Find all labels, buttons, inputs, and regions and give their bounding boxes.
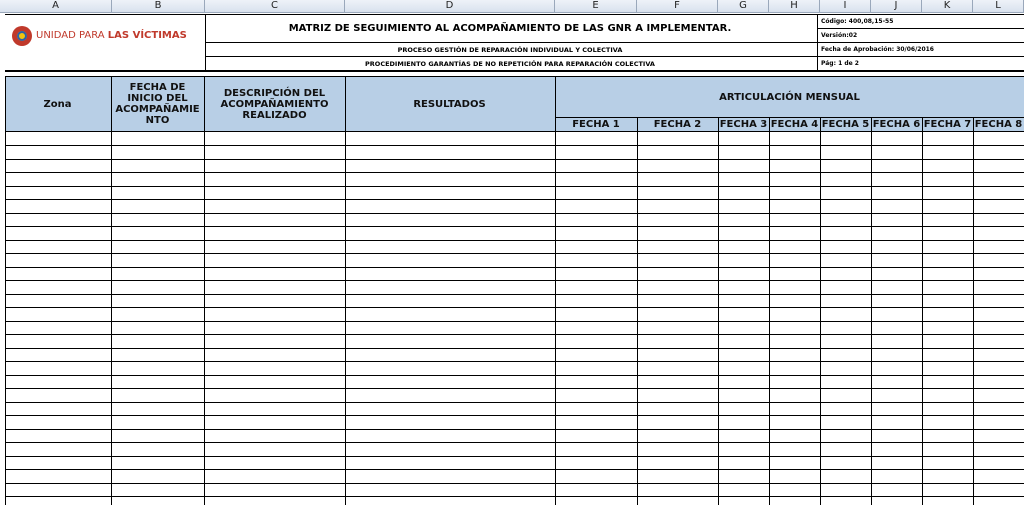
- table-row-line: [5, 361, 1024, 362]
- header-row-line: [205, 42, 1024, 43]
- header-top-border: [5, 14, 1024, 15]
- table-row-line: [5, 186, 1024, 187]
- table-row-line: [5, 213, 1024, 214]
- table-row-line: [5, 402, 1024, 403]
- fecha-inicio-header: FECHA DE INICIO DEL ACOMPAÑAMIE NTO: [115, 82, 200, 126]
- table-row-line: [5, 429, 1024, 430]
- table-row-line: [5, 267, 1024, 268]
- column-header-i[interactable]: I: [820, 0, 871, 13]
- column-border: [718, 117, 719, 505]
- column-border: [820, 117, 821, 505]
- approval-date-label: Fecha de Aprobación: 30/06/2016: [821, 46, 934, 53]
- column-header-b[interactable]: B: [112, 0, 205, 13]
- column-header-h[interactable]: H: [769, 0, 820, 13]
- table-left-border: [5, 76, 6, 505]
- column-header-g[interactable]: G: [718, 0, 769, 13]
- articulacion-mensual-header: ARTICULACIÓN MENSUAL: [719, 91, 860, 103]
- table-row-line: [5, 442, 1024, 443]
- header-row-line: [205, 56, 1024, 57]
- table-row-line: [5, 172, 1024, 173]
- table-row-line: [5, 388, 1024, 389]
- column-header-e[interactable]: E: [555, 0, 637, 13]
- document-title: MATRIZ DE SEGUIMIENTO AL ACOMPAÑAMIENTO DE LAS GNR A IMPLEMENTAR.: [288, 23, 732, 34]
- version-label: Versión:02: [821, 32, 858, 39]
- column-border: [111, 76, 112, 505]
- fecha-6-header: FECHA 6: [872, 118, 921, 130]
- table-row-line: [5, 321, 1024, 322]
- fecha-3-header: FECHA 3: [719, 118, 768, 130]
- code-label: Código: 400,08,15-55: [821, 18, 894, 25]
- table-row-line: [5, 253, 1024, 254]
- column-border: [922, 117, 923, 505]
- table-row-line: [5, 456, 1024, 457]
- column-header-f[interactable]: F: [637, 0, 718, 13]
- column-header-k[interactable]: K: [922, 0, 973, 13]
- victims-unit-logo-icon: [12, 26, 32, 46]
- table-top-border: [5, 76, 1024, 77]
- column-header-l[interactable]: L: [973, 0, 1024, 13]
- column-border: [345, 76, 346, 505]
- table-row-line: [5, 348, 1024, 349]
- fecha-7-header: FECHA 7: [923, 118, 972, 130]
- fecha-1-header: FECHA 1: [572, 118, 620, 130]
- table-row-line: [5, 415, 1024, 416]
- descripcion-header: DESCRIPCIÓN DEL ACOMPAÑAMIENTO REALIZADO: [220, 87, 329, 121]
- fecha-5-header: FECHA 5: [821, 118, 870, 130]
- table-row-line: [5, 226, 1024, 227]
- column-border: [555, 76, 556, 505]
- fecha-2-header: FECHA 2: [653, 118, 702, 130]
- column-border: [204, 76, 205, 505]
- articulacion-divider: [555, 117, 1024, 118]
- table-row-line: [5, 199, 1024, 200]
- table-row-line: [5, 469, 1024, 470]
- column-header-d[interactable]: D: [345, 0, 555, 13]
- table-row-line: [5, 375, 1024, 376]
- table-row-line: [5, 307, 1024, 308]
- table-row-line: [5, 496, 1024, 497]
- zona-header: Zona: [43, 98, 72, 110]
- table-row-line: [5, 240, 1024, 241]
- column-header-j[interactable]: J: [871, 0, 922, 13]
- table-row-line: [5, 159, 1024, 160]
- page-label: Pág: 1 de 2: [821, 60, 859, 67]
- column-header-a[interactable]: A: [0, 0, 112, 13]
- column-border: [769, 117, 770, 505]
- table-row-line: [5, 483, 1024, 484]
- table-row-line: [5, 294, 1024, 295]
- table-header-bottom: [5, 131, 1024, 132]
- column-header-c[interactable]: C: [205, 0, 345, 13]
- column-border: [871, 117, 872, 505]
- table-row-line: [5, 334, 1024, 335]
- column-border: [637, 117, 638, 505]
- resultados-header: RESULTADOS: [413, 98, 486, 110]
- procedure-label: PROCEDIMIENTO GARANTÍAS DE NO REPETICIÓN PARA REPARACIÓN COLECTIVA: [365, 59, 655, 68]
- header-bottom-border: [5, 70, 1024, 72]
- fecha-8-header: FECHA 8: [974, 118, 1023, 130]
- logo-text: UNIDAD PARA LAS VÍCTIMAS: [36, 30, 187, 41]
- table-row-line: [5, 145, 1024, 146]
- meta-row-line: [817, 28, 1024, 29]
- process-label: PROCESO GESTIÓN DE REPARACIÓN INDIVIDUAL Y COLECTIVA: [397, 45, 623, 54]
- table-row-line: [5, 280, 1024, 281]
- column-border: [973, 117, 974, 505]
- fecha-4-header: FECHA 4: [770, 118, 819, 130]
